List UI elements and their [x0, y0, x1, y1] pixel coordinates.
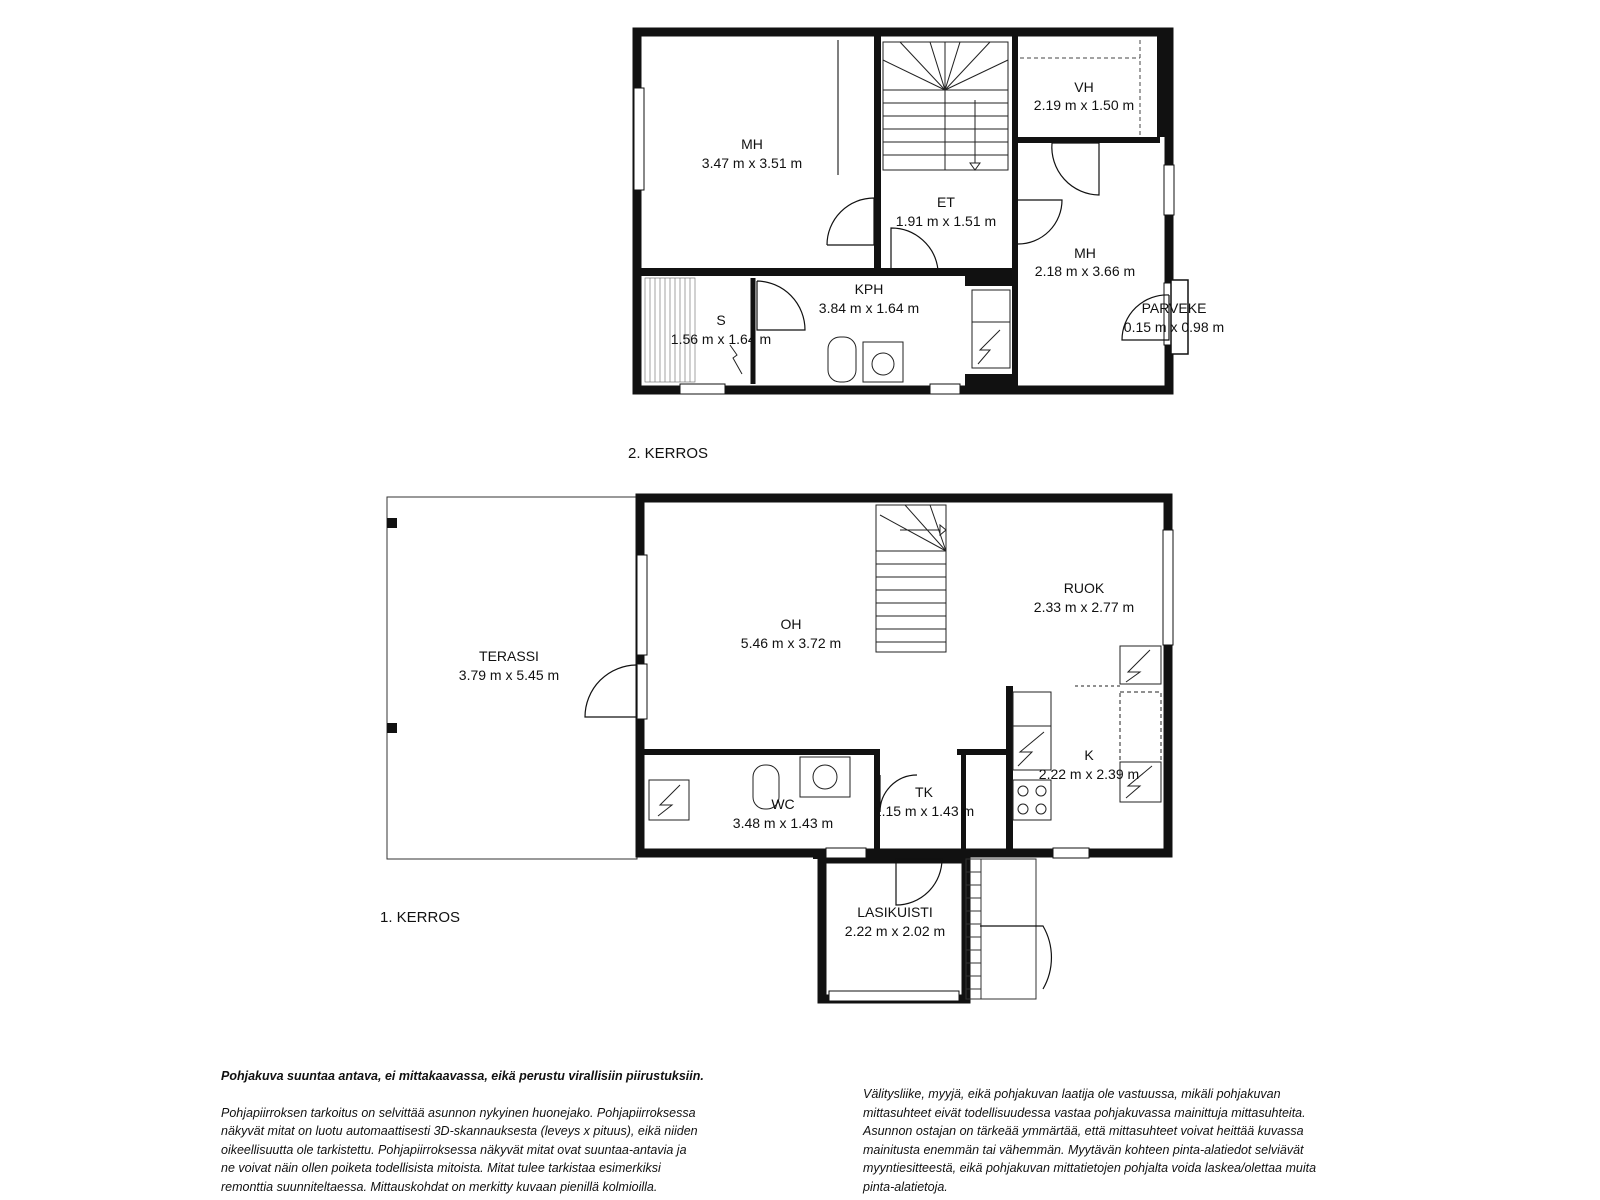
disclaimer-line: pinta-alatietoja.: [863, 1179, 948, 1194]
disclaimer-line: ne voivat näin ollen poiketa todellisista mitoista. Mitat tulee tarkistaa esimerkiksi: [221, 1161, 661, 1175]
room-dimensions: 3.84 m x 1.64 m: [818, 300, 920, 316]
entrance-steps: [966, 859, 1036, 999]
room-dimensions: 1.15 m x 1.43 m: [873, 803, 975, 819]
room-dimensions: 2.33 m x 2.77 m: [1033, 599, 1135, 615]
second-floor-windows: [634, 88, 1174, 394]
disclaimer-line: mittasuhteet eivät todellisuudessa vastaa pohjakuvassa mainittuja mittasuhteita.: [863, 1105, 1306, 1120]
disclaimer-line: Välitysliike, myyjä, eikä pohjakuvan laatija ole vastuussa, mikäli pohjakuvan: [863, 1087, 1281, 1101]
disclaimer-right: [863, 1085, 1403, 1196]
room-dimensions: 0.15 m x 0.98 m: [1123, 319, 1225, 335]
first-floor: [380, 497, 1173, 1001]
sauna-bench: [645, 278, 695, 382]
wc-fixtures: [649, 757, 850, 820]
room-name: S: [716, 312, 726, 328]
room-dimensions: 3.47 m x 3.51 m: [701, 155, 803, 171]
room-name: MH: [741, 136, 763, 152]
disclaimer-line: mainitusta enemmän tai vähemmän. Myytävän kohteen pinta-alatiedot selviävät: [863, 1142, 1304, 1157]
floor-label: 1. KERROS: [380, 909, 461, 926]
room-name: PARVEKE: [1141, 300, 1207, 316]
room-name: VH: [1074, 79, 1094, 95]
room-dimensions: 5.46 m x 3.72 m: [740, 635, 842, 651]
room-name: ET: [937, 194, 955, 210]
disclaimer-left-text: [221, 1104, 781, 1197]
upper-staircase: [883, 42, 1008, 170]
room-dimensions: 2.18 m x 3.66 m: [1034, 263, 1136, 279]
room-dimensions: 2.22 m x 2.02 m: [844, 923, 946, 939]
disclaimer-line: näkyvät mitat on luotu automaattisesti 3D-skannauksesta (leveys x pituus), eikä niiden: [221, 1124, 698, 1138]
room-name: WC: [771, 796, 795, 812]
disclaimer-line: remonttia suunniteltaessa. Mittauskohdat on merkitty kuvaan pienillä kolmioilla.: [221, 1179, 658, 1194]
disclaimer-line: Pohjapiirroksen tarkoitus on selvittää asunnon nykyinen huonejako. Pohjapiirroksessa: [221, 1105, 696, 1120]
room-name: RUOK: [1063, 580, 1105, 596]
second-floor: [628, 32, 1224, 462]
room-name: MH: [1074, 245, 1096, 261]
room-dimensions: 1.91 m x 1.51 m: [895, 213, 997, 229]
room-dimensions: 2.22 m x 2.39 m: [1038, 766, 1140, 782]
room-dimensions: 3.48 m x 1.43 m: [732, 815, 834, 831]
room-name: LASIKUISTI: [857, 904, 933, 920]
balcony-railing: [1171, 280, 1188, 354]
floor-label: 2. KERROS: [628, 445, 709, 462]
kitchen-sink-icon: [1013, 692, 1051, 726]
room-dimensions: 2.19 m x 1.50 m: [1033, 97, 1135, 113]
disclaimer-line: oikeellisuutta ole tarkistettu. Pohjapiirroksessa näkyvät mitat ovat suuntaa-antavia ja: [221, 1142, 687, 1157]
toilet-icon: [828, 337, 856, 382]
sauna-heater-icon: [730, 345, 742, 374]
disclaimer-heading: Pohjakuva suuntaa antava, ei mittakaavassa, eikä perustu virallisiin piirustuksiin.: [221, 1069, 704, 1083]
porch-window: [829, 991, 959, 1001]
kitchen-fixtures: [1013, 646, 1161, 820]
disclaimer-line: Asunnon ostajan on tärkeää ymmärtää, että mittasuhteet voivat heittää kuvassa: [863, 1124, 1304, 1138]
room-name: KPH: [854, 281, 884, 297]
stove-icon: [1013, 780, 1051, 820]
room-name: TK: [915, 784, 933, 800]
disclaimer-line: myyntiesitteestä, eikä pohjakuvan mittatietojen pohjalta voida laskea/olettaa muita: [863, 1161, 1317, 1175]
room-name: K: [1084, 747, 1094, 763]
lower-staircase: [876, 505, 946, 652]
room-dimensions: 1.56 m x 1.64 m: [670, 331, 772, 347]
room-dimensions: 3.79 m x 5.45 m: [458, 667, 560, 683]
room-name: TERASSI: [479, 648, 539, 664]
room-name: OH: [780, 616, 802, 632]
disclaimer-left: [221, 1067, 781, 1196]
